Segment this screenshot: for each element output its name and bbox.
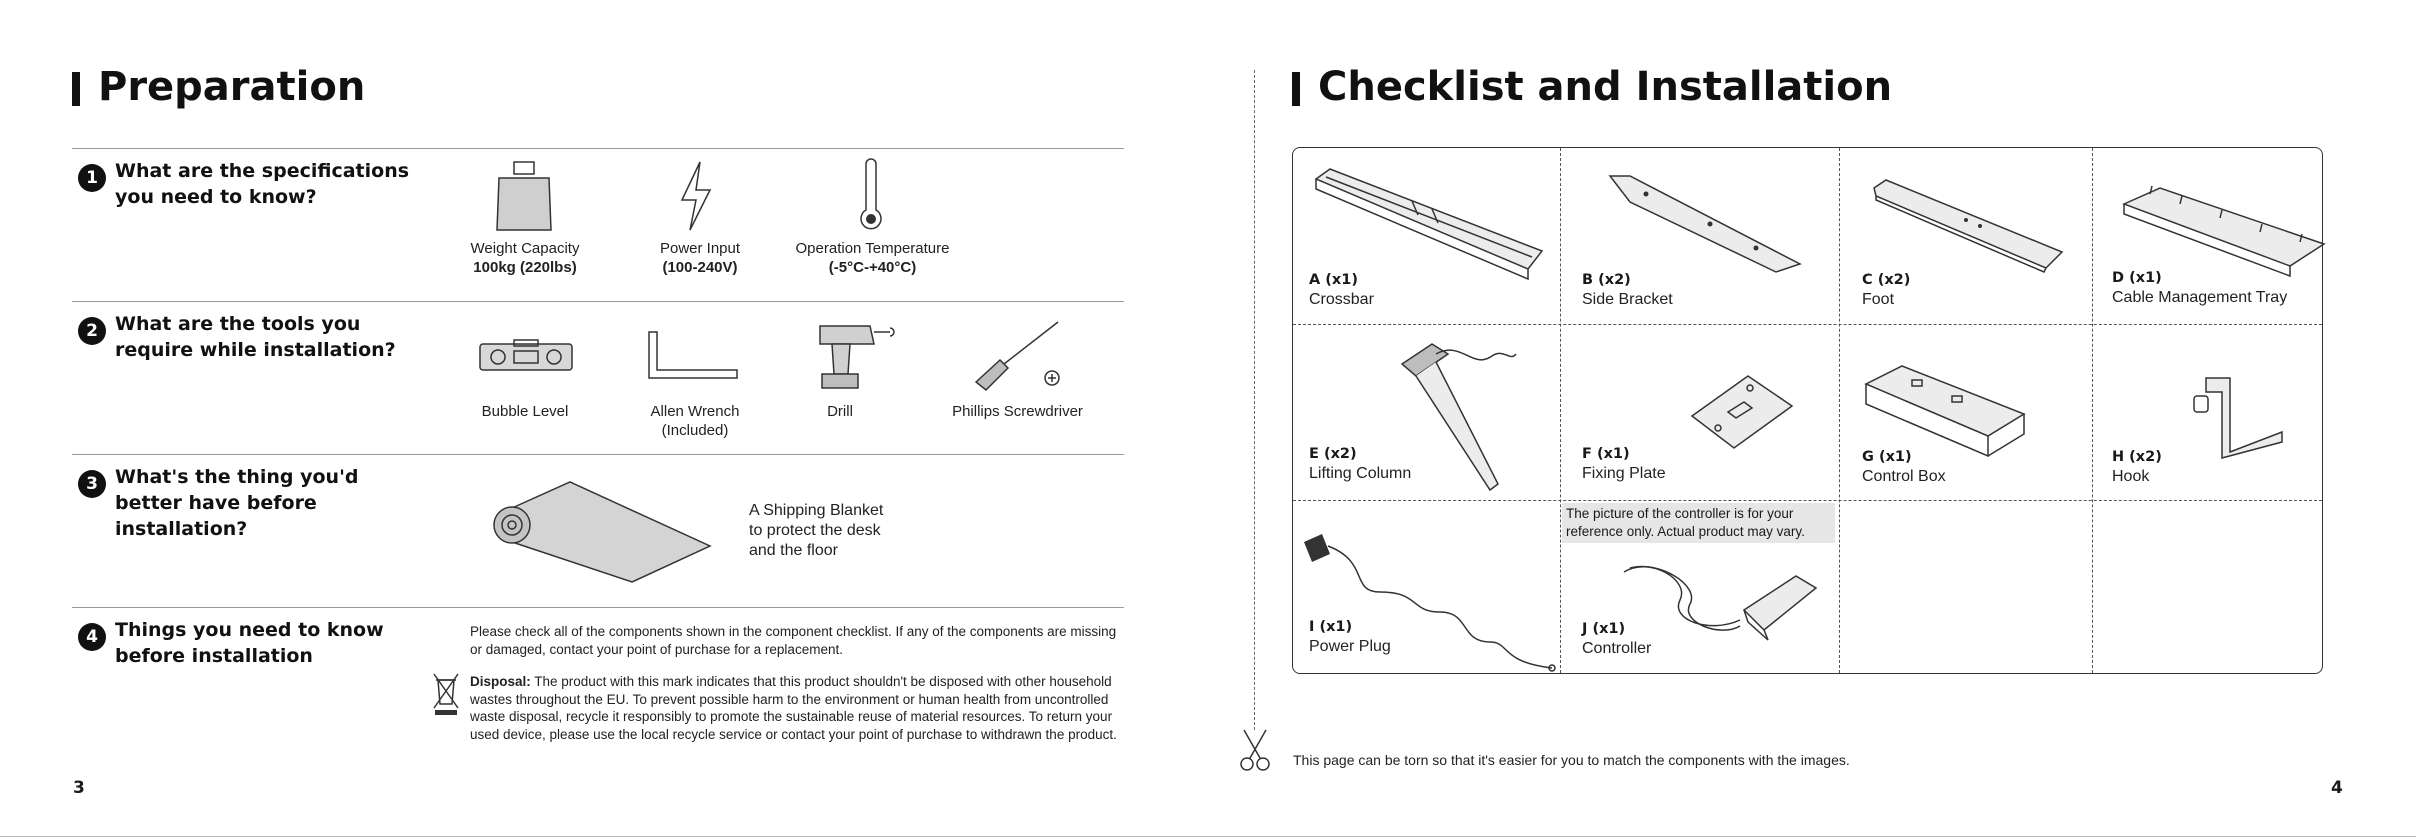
thermometer-icon	[856, 158, 886, 232]
component-name: Foot	[1862, 291, 1895, 308]
spec-power: Power Input (100-240V)	[659, 240, 741, 276]
divider	[72, 301, 1124, 302]
component-check-text: Please check all of the components shown in the component checklist. If any of the components are missing or damaged, contact your point of purchase for a replacement.	[470, 624, 1117, 657]
page-title-checklist: Checklist and Installation	[1292, 64, 1892, 110]
screwdriver-icon	[972, 320, 1062, 392]
lightning-icon	[676, 160, 716, 232]
component-name: Side Bracket	[1582, 291, 1673, 308]
allen-wrench-icon	[645, 330, 740, 382]
lifting-column-illustration	[1392, 340, 1522, 496]
divider	[72, 148, 1124, 149]
page-bottom-edge	[0, 836, 2416, 837]
hook-illustration	[2190, 372, 2286, 460]
controller-illustration	[1620, 560, 1820, 650]
component-code: A (x1)	[1309, 272, 1358, 288]
component-name: Cable Management Tray	[2112, 289, 2288, 306]
divider	[72, 607, 1124, 608]
drill-icon	[810, 322, 900, 390]
crossbar-illustration	[1312, 165, 1544, 283]
section-question: What are the tools you require while installation?	[115, 313, 396, 361]
step-number: 4	[78, 623, 106, 651]
fixing-plate-illustration	[1688, 372, 1794, 452]
spec-temperature: Operation Temperature (-5°C-+40°C)	[795, 240, 950, 276]
foot-illustration	[1870, 178, 2066, 274]
weight-icon	[495, 160, 553, 232]
component-code: I (x1)	[1309, 619, 1353, 635]
tool-screwdriver: Phillips Screwdriver	[952, 403, 1083, 420]
page-number-right: 4	[2331, 778, 2343, 798]
controller-note: The picture of the controller is for your reference only. Actual product may vary.	[1562, 503, 1835, 543]
tear-note: This page can be torn so that it's easier for you to match the components with the images.	[1293, 752, 1850, 768]
component-name: Control Box	[1862, 468, 1946, 485]
component-code: E (x2)	[1309, 446, 1357, 462]
step-number: 1	[78, 164, 106, 192]
cable-tray-illustration	[2120, 184, 2326, 272]
weee-disposal-icon	[432, 672, 460, 716]
tool-allen-wrench: Allen Wrench (Included)	[650, 403, 740, 439]
disposal-text: Disposal: The product with this mark indicates that this product shouldn't be disposed with other household wastes throughout the EU. To prevent possible harm to the environment or human health from uncontrolled waste disposal, recycle it responsibly to promote the sustainable reuse of material resources. To return your used device, please use the local recycle service or contact your point of purchase to withdrawn the product.	[470, 674, 1117, 742]
side-bracket-illustration	[1606, 172, 1802, 274]
blanket-description: A Shipping Blanket to protect the desk and the floor	[749, 502, 884, 559]
tool-drill: Drill	[827, 403, 853, 420]
bubble-level-icon	[478, 338, 574, 374]
component-code: C (x2)	[1862, 272, 1911, 288]
component-name: Fixing Plate	[1582, 465, 1666, 482]
divider	[72, 454, 1124, 455]
component-code: G (x1)	[1862, 449, 1912, 465]
page-number-left: 3	[73, 778, 85, 798]
shipping-blanket-icon	[482, 478, 712, 586]
component-name: Crossbar	[1309, 291, 1374, 308]
section-question: What's the thing you'd better have before installation?	[115, 466, 359, 540]
component-code: H (x2)	[2112, 449, 2162, 465]
control-box-illustration	[1862, 364, 2028, 458]
section-question: What are the specifications you need to know?	[115, 160, 410, 208]
component-code: D (x1)	[2112, 270, 2162, 286]
component-name: Controller	[1582, 640, 1652, 657]
component-name: Hook	[2112, 468, 2150, 485]
component-name: Power Plug	[1309, 638, 1391, 655]
section-question: Things you need to know before installation	[115, 619, 384, 667]
step-number: 2	[78, 317, 106, 345]
page-title-preparation: Preparation	[72, 64, 365, 110]
spec-weight: Weight Capacity 100kg (220lbs)	[470, 240, 580, 276]
scissors-icon	[1238, 728, 1272, 772]
step-number: 3	[78, 470, 106, 498]
component-code: F (x1)	[1582, 446, 1630, 462]
tear-line	[1254, 70, 1255, 730]
component-code: J (x1)	[1582, 621, 1626, 637]
component-name: Lifting Column	[1309, 465, 1412, 482]
component-code: B (x2)	[1582, 272, 1631, 288]
tool-bubble-level: Bubble Level	[481, 403, 569, 420]
